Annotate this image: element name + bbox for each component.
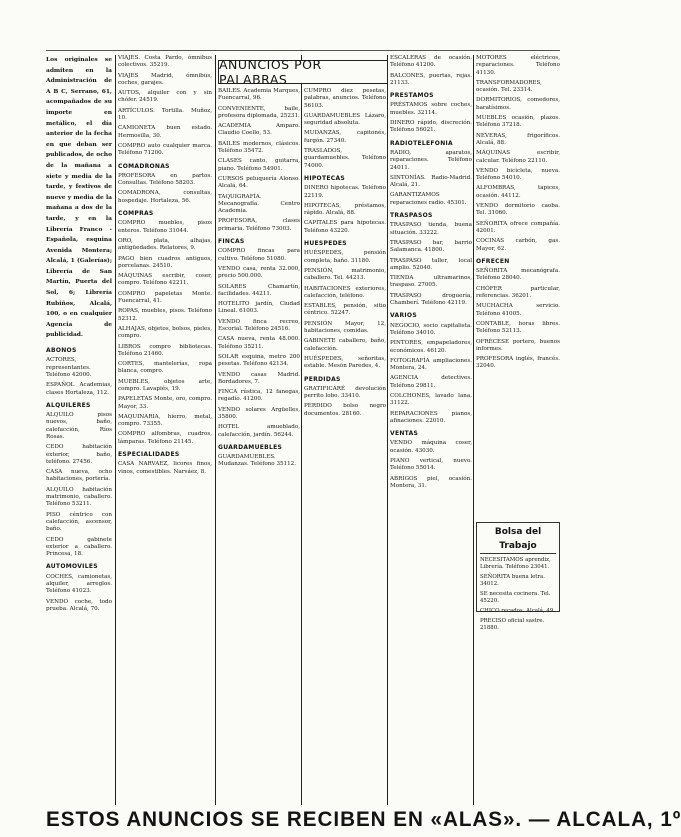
classified-ad: VENDO solares Argüelles, 35800. <box>218 406 300 420</box>
classified-ad: ORO, plata, alhajas, antigüedades. Relatores, 9. <box>118 237 212 252</box>
column-rule <box>215 55 216 805</box>
classified-ad: CEDO gabinete exterior a caballero. Princesa, 18. <box>46 536 112 558</box>
section-heading: ABONOS <box>46 347 77 355</box>
column-1 <box>46 55 112 616</box>
classified-ad: PERDIDO bolso negro documentos. 28160. <box>304 403 386 417</box>
classified-ad: HABITACIONES exteriores, calefacción, teléfono. <box>304 285 386 299</box>
bolsa-ad: PRECISO oficial sastre. 21880. <box>480 618 545 631</box>
classified-ad: DINERO rápido, discreción. Teléfono 56021. <box>390 120 472 134</box>
classified-ad: NEGOCIO, socio capitalista. Teléfono 34010. <box>390 322 472 336</box>
classified-ad: TRASPASO taller, local amplio. 52040. <box>390 257 472 271</box>
classified-ad: VIAJES. Costa Pardo, ómnibus colectivos. 35219. <box>118 55 212 69</box>
classified-ad: TIENDA ultramarinos, traspaso. 27005. <box>390 275 472 289</box>
footer-notice: ESTOS ANUNCIOS SE RECIBEN EN «ALAS». — ALCALA, 1º <box>46 806 681 831</box>
classified-ad: VIAJES Madrid, ómnibus, coches, garajes. <box>118 72 212 86</box>
classified-ad: BALCONES, puertas, rejas. 21133. <box>390 72 472 86</box>
classified-ad: HOTELITO jardín, Ciudad Lineal. 61003. <box>218 301 300 315</box>
classified-ad: CASA nueva, ocho habitaciones, portería. <box>46 469 112 483</box>
classified-ad: MOTORES eléctricos, reparaciones. Teléfono 41130. <box>476 55 560 76</box>
classified-ad: MUEBLES ocasión, plazos. Teléfono 37218. <box>476 115 560 129</box>
classified-ad: GABINETE caballero, baño, calefacción. <box>304 338 386 352</box>
classified-ad: COLCHONES, lavado lana. 31122. <box>390 392 472 407</box>
classified-ad: HUÉSPEDES, señoritas, estable. Mesón Paredes, 4. <box>304 355 386 370</box>
classified-ad: MUEBLES, objetos arte, compro. Lavapiés, 19. <box>118 378 212 392</box>
classified-ad: CHÓFER particular, referencias. 36201. <box>476 285 560 300</box>
section-heading: AUTOMOVILES <box>46 563 98 571</box>
classified-ad: MUDANZAS, capitonés, furgón. 27340. <box>304 130 386 144</box>
section-heading: OFRECEN <box>476 257 510 265</box>
classified-ad: CUMPRO diez pesetas, palabras, anuncios. Teléfono 56103. <box>304 88 386 109</box>
section-heading: PRESTAMOS <box>390 92 434 100</box>
classified-ad: PAGO bien cuadros antiguos, porcelanas. 24510. <box>118 255 212 269</box>
section-heading: COMADRONAS <box>118 162 170 170</box>
classified-ad: ALHAJAS, objetos, bolsos, pieles, compro. <box>118 325 213 340</box>
classified-ad: GRATIFICARÉ devolución perrito lobo. 33410. <box>304 385 386 400</box>
classified-ad: ACTORES, representantes. Teléfono 42000. <box>46 357 92 378</box>
section-heading: GUARDAMUEBLES <box>218 443 283 451</box>
classified-ad: FINCA rústica, 12 fanegas, regadío. 41200. <box>218 389 300 403</box>
classified-ad: PAPELETAS Monte, oro, compro. Mayor, 33. <box>118 396 212 410</box>
classified-ad: VENDO dormitorio caoba. Tel. 31060. <box>476 203 560 217</box>
classified-ad: COMPRO auto cualquier marca. Teléfono 71200. <box>118 142 212 157</box>
classified-ad: PINTORES, empapeladores, económicos. 46120. <box>390 340 472 354</box>
classified-ad: GARANTIZAMOS reparaciones radio. 45301. <box>390 192 467 206</box>
bolsa-ad: CHICO recados. Alcalá, 49. <box>480 608 555 614</box>
classified-ad: CASA nueva, renta 48.000. Teléfono 35211. <box>218 336 300 350</box>
classified-ad: TRANSFORMADORES, ocasión. Tel. 23314. <box>476 79 542 94</box>
classified-ad: ACADEMIA Amparo. Claudio Coello, 53. <box>218 123 300 137</box>
classified-ad: NEVERAS, frigoríficos. Alcalá, 88. <box>476 132 560 146</box>
bolsa-ads <box>480 557 556 632</box>
bolsa-del-trabajo-box <box>476 522 560 631</box>
classified-ad: ARTÍCULOS. Tortilla. Muñoz, 10. <box>118 107 212 122</box>
intro-notice: Los originales se admiten en la Administración de A B C, Serrano, 61, acompañados de su importe en metálico, el día anterior de la fecha en que deban ser publicados, de ocho de la mañana a siete y media de la tarde, y festivos de nueve y media de la mañana a dos de la tarde, y en la Librería Franco - Española, esquina Avenida Montera; Alcalá, 1 (Galerías); Librería de San Martín, Puerta del Sol, 6; Librería Rubiños, Alcalá, 100, o en cualquier Agencia de publicidad. <box>46 56 112 339</box>
classified-ad: TAQUIGRAFÍA. Mecanografía. Centro Academia. <box>218 193 300 215</box>
classified-ad: PRÉSTAMOS sobre coches, muebles. 32114. <box>390 102 472 116</box>
classifieds-banner: ANUNCIOS POR PALABRAS <box>218 60 388 84</box>
classified-ad: MÁQUINAS escribir, coser, compro. Teléfono 42211. <box>118 273 212 287</box>
classified-ad: PROFESORA inglés, francés. 32040. <box>476 356 560 370</box>
classified-ad: COCINAS carbón, gas. Mayor, 62. <box>476 238 560 252</box>
top-rule <box>46 50 560 51</box>
section-heading: TRASPASOS <box>390 212 433 220</box>
classified-ad: MUCHACHA servicio. Teléfono 41005. <box>476 303 560 317</box>
classified-ad: GUARDAMUEBLES Lázaro, seguridad absoluta. <box>304 112 386 127</box>
classified-ad: DORMITORIOS, comedores, baratísimos. <box>476 97 560 111</box>
classified-ad: CORTES, mantelerías, ropa blanca, compro. <box>118 361 212 375</box>
classified-ad: TRASPASO tienda, buena situación. 33222. <box>390 222 472 236</box>
classified-ad: CASA NARVAEZ, licores finos, vinos, comestibles. Narváez, 8. <box>118 461 212 475</box>
column-4 <box>304 88 386 421</box>
classified-ad: LIBROS compro bibliotecas. Teléfono 21460. <box>118 343 212 357</box>
classified-ad: TRASPASO bar, barrio Salamanca. 41800. <box>390 239 472 254</box>
classified-ad: VENDO máquina coser, ocasión. 43030. <box>390 440 472 454</box>
section-heading: COMPRAS <box>118 210 154 218</box>
section-heading: VARIOS <box>390 312 417 320</box>
classified-ad: CONTABLE, horas libres. Teléfono 52113. <box>476 320 560 335</box>
classified-ad: ALQUILO pisos nuevos, baño, calefacción, Ríos Rosas. <box>46 412 112 440</box>
classified-ad: VENDO finca recreo, Escorial. Teléfono 24516. <box>218 318 300 333</box>
column-rule <box>115 55 116 805</box>
classified-ad: MAQUINARIA, hierro, metal, compro. 73355. <box>118 413 212 428</box>
section-heading: ALQUILERES <box>46 401 91 409</box>
bolsa-ad: SEÑORITA buena letra. 34012. <box>480 574 545 587</box>
section-heading: FINCAS <box>218 238 245 246</box>
classified-ad: AUTOS, alquiler con y sin chófer. 24519. <box>118 90 212 104</box>
classified-ad: PISO céntrico con calefacción, ascensor, baño. <box>46 511 112 533</box>
classified-ad: HIPOTECAS, préstamos, rápido. Alcalá, 88. <box>304 202 386 217</box>
classified-ad: ROPAS, muebles, pisos. Teléfono 52312. <box>118 308 212 322</box>
column-rule <box>301 55 302 805</box>
classified-ad: PENSIÓN Mayor, 12, habitaciones, comidas. <box>304 320 386 335</box>
classified-ad: COMPRO muebles, pisos enteros. Teléfono 31044. <box>118 220 212 234</box>
classified-ad: MÁQUINAS escribir, calcular. Teléfono 22110. <box>476 150 560 164</box>
classified-ad: ESTABLES, pensión, sitio céntrico. 52247. <box>304 303 386 317</box>
column-6 <box>476 55 560 517</box>
classified-ad: PIANO vertical, nuevo. Teléfono 55014. <box>390 458 472 472</box>
classified-ad: PENSIÓN, matrimonio, caballero. Tel. 44213. <box>304 267 386 282</box>
classified-ad: SEÑORITA mecanógrafa. Teléfono 28040. <box>476 268 560 282</box>
classified-ad: SEÑORITA ofrece compañía. 42001. <box>476 220 560 234</box>
classified-ad: CAPITALES para hipotecas. Teléfono 43220. <box>304 220 386 234</box>
classified-ad: OFRÉCESE portero, buenos informes. <box>476 338 560 352</box>
classified-ad: ABRIGOS piel, ocasión. Montera, 31. <box>390 475 472 489</box>
classified-ad: VENDO bicicleta, nueva. Teléfono 54010. <box>476 167 560 182</box>
classified-ad: HOTEL amueblado, calefacción, jardín. 56244. <box>218 424 300 438</box>
section-heading: VENTAS <box>390 430 419 438</box>
classified-ad: HUÉSPEDES, pensión completa, baño. 31180. <box>304 250 386 264</box>
classified-ad: SINTONÍAS. Radio-Madrid. Alcalá, 21. <box>390 174 472 189</box>
section-heading: HIPOTECAS <box>304 174 346 182</box>
classified-ad: BAILES modernos, clásicos. Teléfono 35472. <box>218 140 300 155</box>
classified-ad: ALQUILO habitación matrimonio, caballero. Teléfono 53211. <box>46 486 112 508</box>
bolsa-title: Bolsa del Trabajo <box>480 525 556 554</box>
classified-ad: COCHES, camionetas, alquiler, arreglos. Teléfono 41023. <box>46 573 112 595</box>
section-heading: RADIOTELEFONIA <box>390 139 453 147</box>
column-5 <box>390 55 472 493</box>
column-rule <box>387 55 388 805</box>
classified-ad: COMPRO alfombras, cuadros, lámparas. Teléfono 21145. <box>118 431 212 445</box>
classified-ad: TRASPASO droguería, Chamberí. Teléfono 42119. <box>390 292 472 307</box>
classified-ad: VENDO casas Madrid. Bordadores, 7. <box>218 371 300 385</box>
classified-ad: DINERO hipotecas. Teléfono 22119. <box>304 185 386 199</box>
column-rule <box>473 55 474 805</box>
classified-ad: CAMIONETA buen estado. Hermosilla, 30. <box>118 125 212 139</box>
classified-ad: RADIO, aparatos, reparaciones. Teléfono 24011. <box>390 149 472 171</box>
classified-ad: COMPRO papeletas Monte. Fuencarral, 41. <box>118 290 212 305</box>
classified-ad: COMPRO fincas para cultivo. Teléfono 51080. <box>218 248 300 262</box>
classified-ad: ESPAÑOL Academias, clases Hortaleza, 112. <box>46 382 112 396</box>
classified-ad: PROFESORA, clases primaria. Teléfono 73003. <box>218 218 300 232</box>
classified-ad: VENDO coche, todo prueba. Alcalá, 70. <box>46 598 112 612</box>
column-2 <box>118 55 212 479</box>
classified-ad: CLASES canto, guitarra, piano. Teléfono 54901. <box>218 158 300 172</box>
classified-ad: FOTOGRAFÍA ampliaciones. Montera, 24. <box>390 357 472 372</box>
section-heading: PERDIDAS <box>304 375 341 383</box>
classified-ad: COMADRONA, consultas, hospedaje. Hortaleza, 56. <box>118 190 212 204</box>
classified-ad: SOLAR esquina, metro 200 pesetas. Teléfono 42134. <box>218 353 300 368</box>
classified-ad: VENDO casa, renta 32.000, precio 500.000. <box>218 265 300 280</box>
classified-ad: SOLARES Chamartín, facilidades. 44211. <box>218 283 300 297</box>
classified-ad: ESCALERAS de ocasión. Teléfono 41200. <box>390 55 472 69</box>
section-heading: HUESPEDES <box>304 240 347 248</box>
classified-ad: AGENCIA detectives. Teléfono 29811. <box>390 375 472 389</box>
classified-ad: REPARACIONES pianos, afinaciones. 22010. <box>390 410 472 424</box>
classified-ad: ALFOMBRAS, tapices, ocasión. 44112. <box>476 185 560 199</box>
classified-ad: TRASLADOS, guardamuebles. Teléfono 74000. <box>304 148 386 169</box>
classified-ad: GUARDAMUEBLES. Mudanzas. Teléfono 35112. <box>218 454 297 468</box>
section-heading: ESPECIALIDADES <box>118 451 180 459</box>
column-3 <box>218 88 300 472</box>
classified-ad: CEDO habitación exterior, baño, teléfono. 27456. <box>46 444 112 465</box>
bolsa-ad: NECESITAMOS aprendiz, Librería. Teléfono 23041. <box>480 557 551 570</box>
bolsa-ad: SE necesita cocinera. Tel. 45220. <box>480 591 551 604</box>
classified-ad: CURSOS peluquería Alonso. Alcalá, 64. <box>218 175 300 190</box>
classified-ad: BAILES. Academia Marques, Fuencarral, 96. <box>218 88 300 102</box>
classified-ad: PROFESORA en partos. Consultas. Teléfono 58203. <box>118 172 212 187</box>
classified-ad: CONVENIENTE, baile, profesora diplomada, 25231. <box>218 105 300 119</box>
